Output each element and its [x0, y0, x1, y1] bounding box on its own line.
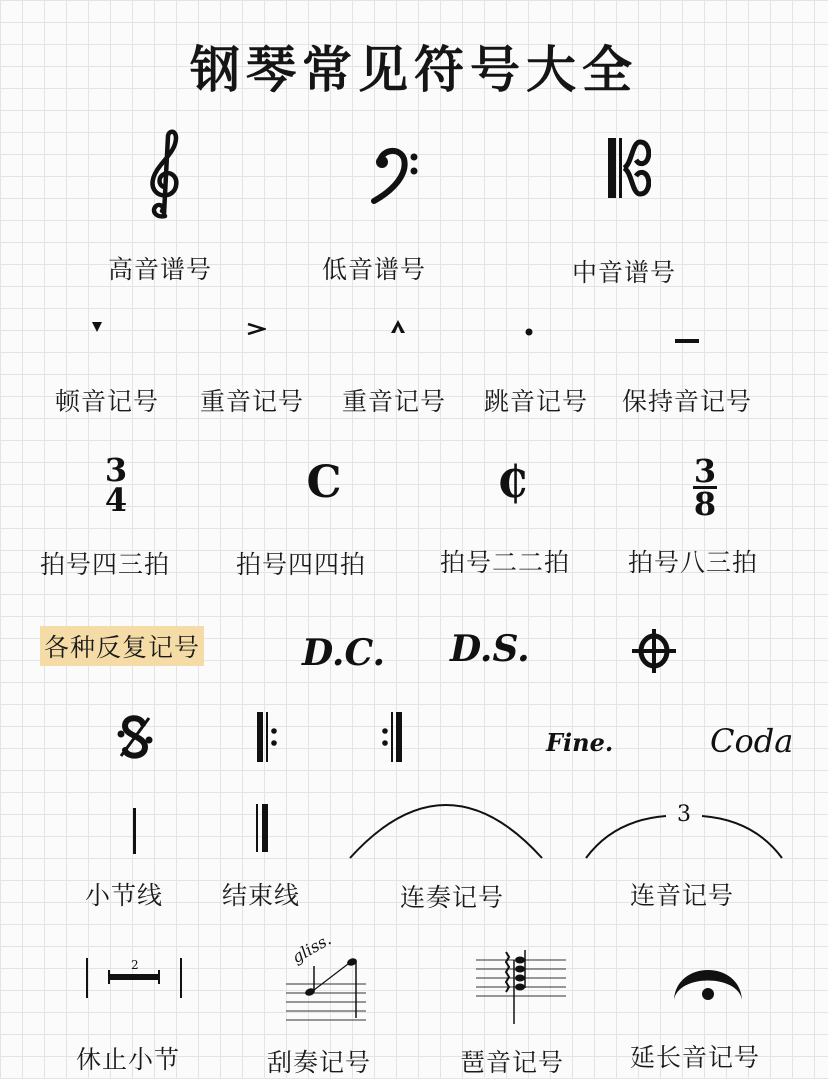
- ts-bottom: 4: [104, 481, 128, 520]
- line-label: 连音记号: [630, 881, 735, 910]
- time-signature-3-4: [100, 451, 132, 520]
- glissando-text: gliss.: [288, 929, 335, 967]
- accent-icon: [246, 320, 266, 339]
- staccato-icon: [525, 321, 533, 340]
- fine-text: Fine.: [546, 728, 614, 757]
- ts-top: 3: [104, 451, 128, 489]
- bass-clef-icon: [370, 145, 420, 205]
- marcato-icon: [390, 318, 406, 338]
- line-label: 结束线: [222, 881, 301, 910]
- articulation-label: 顿音记号: [55, 387, 160, 416]
- repeat-heading: 各种反复记号: [40, 626, 204, 666]
- fermata-icon: [672, 958, 744, 1006]
- common-time-icon: C: [306, 457, 342, 508]
- time-signature-label: 拍号八三拍: [628, 548, 759, 577]
- clef-label: 低音谱号: [322, 255, 427, 284]
- ts-bottom: 8: [693, 485, 717, 524]
- repeat-end-icon: [380, 712, 404, 766]
- clef-label: 高音谱号: [108, 255, 213, 284]
- articulation-label: 重音记号: [200, 387, 305, 416]
- articulation-label: 重音记号: [342, 387, 447, 416]
- time-signature-label: 拍号二二拍: [440, 548, 571, 577]
- staccatissimo-icon: [91, 318, 103, 337]
- ds-text: D.S.: [450, 628, 530, 670]
- tenuto-icon: [675, 330, 699, 349]
- line-label: 小节线: [85, 881, 164, 910]
- time-signature-label: 拍号四四拍: [236, 550, 367, 579]
- coda-sign-icon: [630, 629, 678, 677]
- arpeggio-icon: [476, 946, 566, 1026]
- time-signature-3-8: [688, 452, 722, 524]
- articulation-label: 跳音记号: [484, 387, 589, 416]
- page-title: 钢琴常见符号大全: [190, 41, 638, 99]
- treble-clef-icon: [138, 128, 188, 220]
- coda-text: Coda: [710, 722, 794, 760]
- ts-top: 3: [693, 452, 717, 490]
- articulation-label: 保持音记号: [622, 387, 753, 416]
- other-label: 琶音记号: [460, 1048, 565, 1077]
- other-label: 休止小节: [76, 1045, 181, 1074]
- other-label: 刮奏记号: [267, 1048, 372, 1077]
- multi-rest-number: 2: [131, 958, 139, 972]
- segno-icon: [115, 712, 155, 766]
- barline-icon: [133, 808, 136, 854]
- alto-clef-icon: [606, 138, 651, 202]
- clef-label: 中音谱号: [572, 258, 677, 287]
- slur-icon: [348, 788, 544, 864]
- tuplet-number: 3: [677, 802, 691, 827]
- dc-text: D.C.: [302, 632, 386, 674]
- final-barline-icon: [256, 804, 270, 852]
- repeat-start-icon: [256, 712, 280, 766]
- time-signature-label: 拍号四三拍: [40, 550, 171, 579]
- line-label: 连奏记号: [400, 883, 505, 912]
- cut-time-icon: ₵: [496, 457, 528, 508]
- other-label: 延长音记号: [630, 1043, 761, 1072]
